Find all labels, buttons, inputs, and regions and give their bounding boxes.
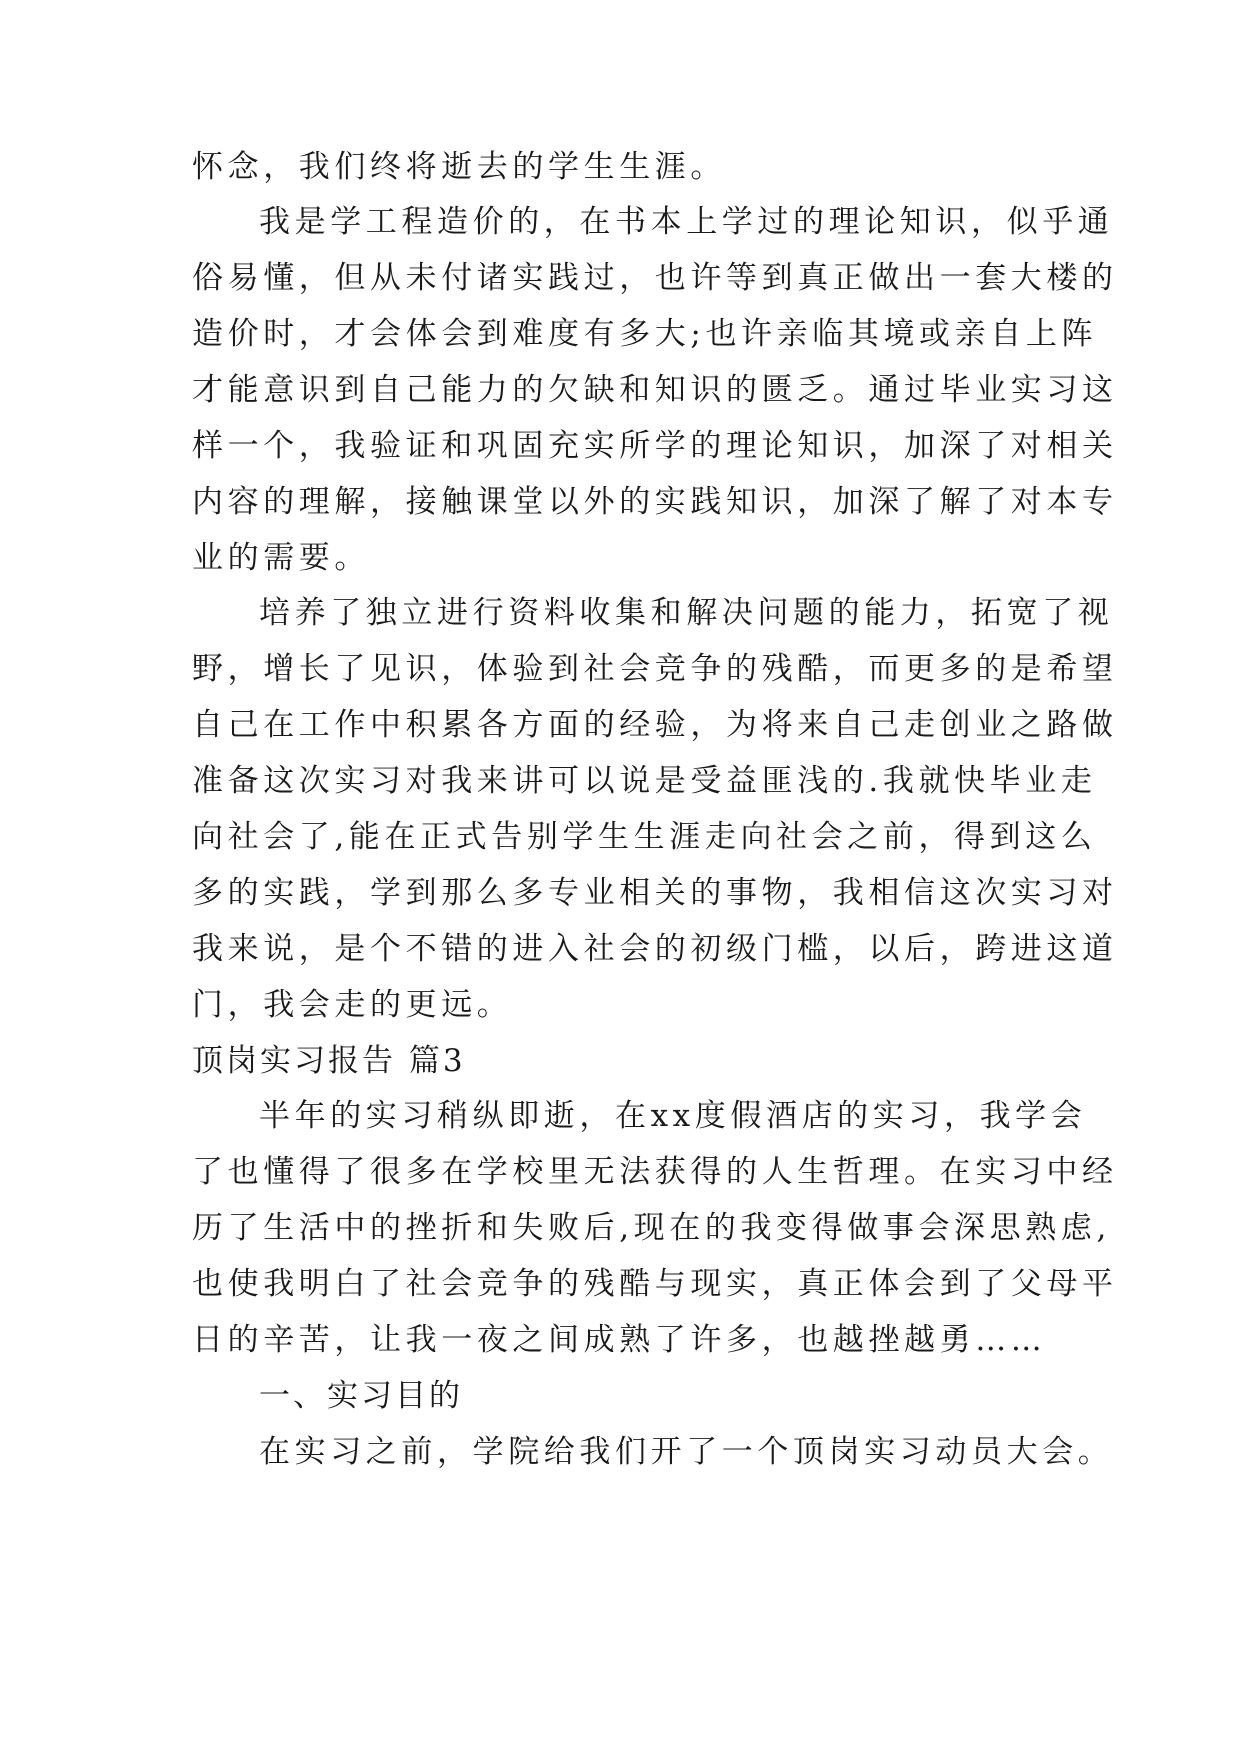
text-line: 内容的理解，接触课堂以外的实践知识，加深了解了对本专 xyxy=(192,484,1118,520)
text-line: 日的辛苦，让我一夜之间成熟了许多，也越挫越勇…… xyxy=(192,1322,1047,1358)
text-line: 了也懂得了很多在学校里无法获得的人生哲理。在实习中经 xyxy=(192,1154,1118,1190)
text-line: 俗易懂，但从未付诸实践过，也许等到真正做出一套大楼的 xyxy=(192,260,1118,296)
text-line: 向社会了,能在正式告别学生生涯走向社会之前，得到这么 xyxy=(192,819,1097,855)
text-line: 野，增长了见识，体验到社会竞争的残酷，而更多的是希望 xyxy=(192,651,1118,687)
text-line: 自己在工作中积累各方面的经验，为将来自己走创业之路做 xyxy=(192,707,1118,743)
text-line: 怀念，我们终将逝去的学生生涯。 xyxy=(192,149,726,185)
text-line: 培养了独立进行资料收集和解决问题的能力，拓宽了视 xyxy=(259,595,1114,631)
section-heading: 顶岗实习报告 篇3 xyxy=(192,1043,466,1079)
text-line: 也使我明白了社会竞争的残酷与现实，真正体会到了父母平 xyxy=(192,1266,1118,1302)
text-line: 多的实践，学到那么多专业相关的事物，我相信这次实习对 xyxy=(192,875,1118,911)
text-line: 在实习之前，学院给我们开了一个顶岗实习动员大会。 xyxy=(259,1434,1114,1470)
text-line: 业的需要。 xyxy=(192,540,370,576)
text-line: 门，我会走的更远。 xyxy=(192,987,513,1023)
text-line: 才能意识到自己能力的欠缺和知识的匮乏。通过毕业实习这 xyxy=(192,372,1118,408)
text-line: 样一个，我验证和巩固充实所学的理论知识，加深了对相关 xyxy=(192,428,1118,464)
text-line: 半年的实习稍纵即逝，在xx度假酒店的实习，我学会 xyxy=(259,1098,1087,1134)
text-line: 历了生活中的挫折和失败后,现在的我变得做事会深思熟虑, xyxy=(192,1210,1111,1246)
subsection-heading: 一、实习目的 xyxy=(259,1378,463,1414)
text-line: 我是学工程造价的，在书本上学过的理论知识，似乎通 xyxy=(259,204,1114,240)
text-line: 我来说，是个不错的进入社会的初级门槛，以后，跨进这道 xyxy=(192,931,1118,967)
text-line: 造价时，才会体会到难度有多大;也许亲临其境或亲自上阵 xyxy=(192,316,1098,352)
text-line: 准备这次实习对我来讲可以说是受益匪浅的.我就快毕业走 xyxy=(192,763,1097,799)
